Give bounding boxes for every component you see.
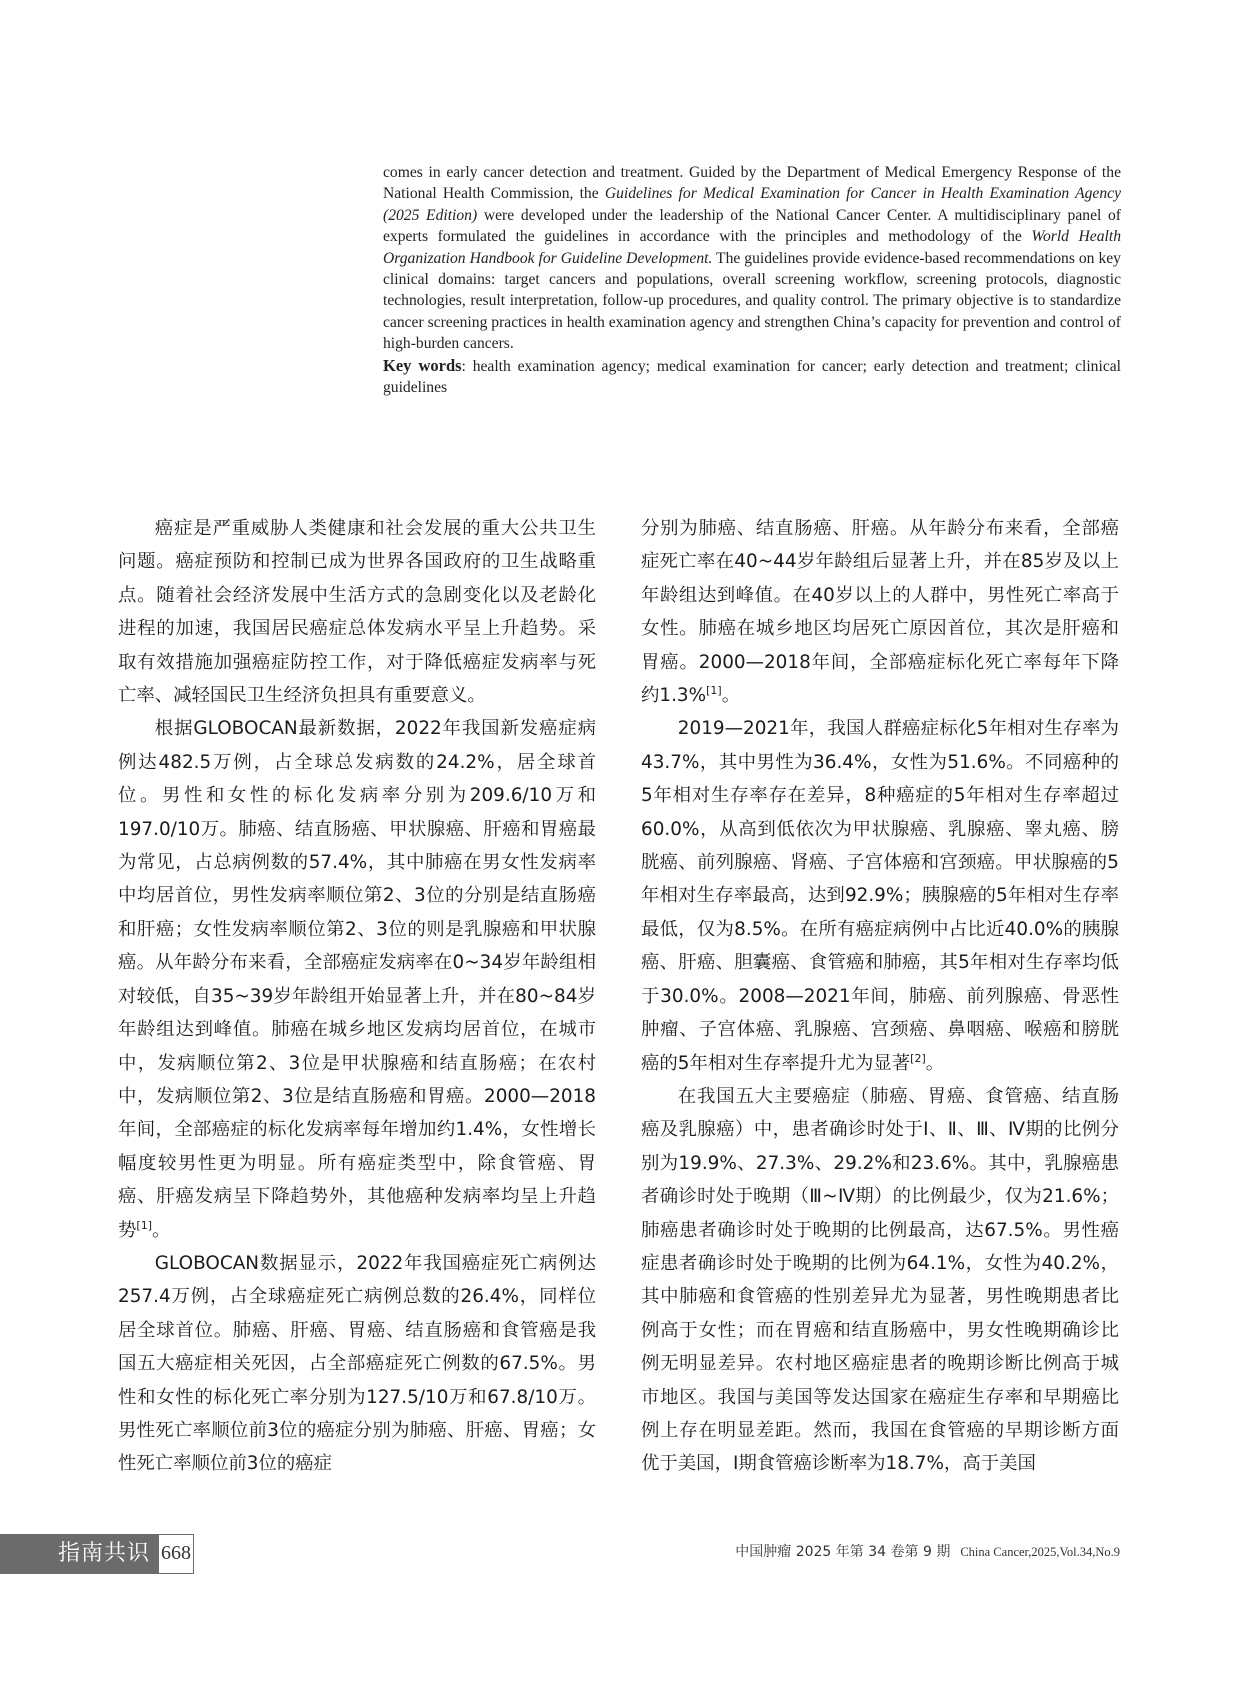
abstract-text-1: comes in early cancer detection and treatment. Guided by the Department of Medical Emergency Response of the National Health Commission, the bbox=[383, 164, 1121, 203]
keywords-text: : health examination agency; medical examination for cancer; early detection and treatment; clinical guidelines bbox=[383, 357, 1121, 397]
journal-info bbox=[735, 1541, 1120, 1561]
paragraph-intro: 癌症是严重威胁人类健康和社会发展的重大公共卫生问题。癌症预防和控制已成为世界各国政府的卫生战略重点。随着社会经济发展中生活方式的急剧变化以及老龄化进程的加速，我国居民癌症总体发病水平呈上升趋势。采取有效措施加强癌症防控工作，对于降低癌症发病率与死亡率、减轻国民卫生经济负担具有重要意义。 bbox=[118, 518, 596, 707]
paragraph-mortality-end: 。 bbox=[721, 685, 741, 707]
citation-ref: [1] bbox=[136, 1218, 152, 1232]
keywords bbox=[383, 355, 1121, 399]
body-column-right bbox=[641, 512, 1119, 1481]
paragraph-survival-end: 。 bbox=[925, 1052, 945, 1074]
body-column-left bbox=[118, 512, 596, 1481]
guideline-title: Guidelines for Medical Examination for Cancer in Health Examination Agency (2025 Edition) bbox=[383, 185, 1121, 224]
paragraph-incidence-text: 根据GLOBOCAN最新数据，2022年我国新发癌症病例达482.5万例，占全球总发病数的24.2%，居全球首位。男性和女性的标化发病率分别为209.6/10万和197.0/10万。肺癌、结直肠癌、甲状腺癌、肝癌和胃癌最为常见，占总病例数的57.4%，其中肺癌在男女性发病率中均居首位，男性发病率顺位第2、3位的分别是结直肠癌和肝癌；女性发病率顺位第2、3位的则是乳腺癌和甲状腺癌。从年龄分布来看，全部癌症发病率在0~34岁年龄组相对较低，自35~39岁年龄组开始显著上升，并在80~84岁年龄组达到峰值。肺癌在城乡地区发病均居首位，在城市中，发病顺位第2、3位是甲状腺癌和结直肠癌；在农村中，发病顺位第2、3位是结直肠癌和胃癌。2000—2018年间，全部癌症的标化发病率每年增加约1.4%，女性增长幅度较男性更为明显。所有癌症类型中，除食管癌、胃癌、肝癌发病呈下降趋势外，其他癌种发病率均呈上升趋势 bbox=[118, 718, 596, 1241]
paragraph-mortality-continued-text: 分别为肺癌、结直肠癌、肝癌。从年龄分布来看，全部癌症死亡率在40~44岁年龄组后显著上升，并在85岁及以上年龄组达到峰值。在40岁以上的人群中，男性死亡率高于女性。肺癌在城乡地区均居死亡原因首位，其次是肝癌和胃癌。2000—2018年间，全部癌症标化死亡率每年下降约1.3% bbox=[641, 518, 1119, 707]
section-tag: 指南共识 bbox=[0, 1534, 158, 1574]
citation-ref: [2] bbox=[910, 1051, 926, 1065]
abstract-english bbox=[383, 162, 1121, 398]
handbook-title: World Health Organization Handbook for Guideline Development. bbox=[383, 228, 1121, 267]
citation-ref: [1] bbox=[706, 683, 722, 697]
paragraph-mortality: GLOBOCAN数据显示，2022年我国癌症死亡病例达257.4万例，占全球癌症死亡病例总数的26.4%，同样位居全球首位。肺癌、肝癌、胃癌、结直肠癌和食管癌是我国五大癌症相关死因，占全部癌症死亡例数的67.5%。男性和女性的标化死亡率分别为127.5/10万和67.8/10万。男性死亡率顺位前3位的癌症分别为肺癌、肝癌、胃癌；女性死亡率顺位前3位的癌症 bbox=[118, 1252, 596, 1475]
paragraph-mortality-continued bbox=[641, 512, 1119, 712]
abstract-body bbox=[383, 162, 1121, 355]
paragraph-staging: 在我国五大主要癌症（肺癌、胃癌、食管癌、结直肠癌及乳腺癌）中，患者确诊时处于Ⅰ、Ⅱ、Ⅲ、Ⅳ期的比例分别为19.9%、27.3%、29.2%和23.6%。其中，乳腺癌患者确诊时处于晚期（Ⅲ~Ⅳ期）的比例最少，仅为21.6%；肺癌患者确诊时处于晚期的比例最高，达67.5%。男性癌症患者确诊时处于晚期的比例为64.1%，女性为40.2%，其中肺癌和食管癌的性别差异尤为显著，男性晚期患者比例高于女性；而在胃癌和结直肠癌中，男女性晚期确诊比例无明显差异。农村地区癌症患者的晚期诊断比例高于城市地区。我国与美国等发达国家在癌症生存率和早期癌比例上存在明显差距。然而，我国在食管癌的早期诊断方面优于美国，Ⅰ期食管癌诊断率为18.7%，高于美国 bbox=[641, 1085, 1119, 1475]
abstract-text-3: The guidelines provide evidence-based recommendations on key clinical domains: target cancers and populations, overall screening workflow, screening protocols, diagnostic technologies, result interpretation, follow-up procedures, and quality control. The primary objective is to standardize cancer screening practices in health examination agency and strengthen China’s capacity for prevention and control of high-burden cancers. bbox=[383, 249, 1121, 353]
paragraph-survival bbox=[641, 712, 1119, 1079]
journal-info-cn: 中国肿瘤 2025 年第 34 卷第 9 期 bbox=[735, 1544, 951, 1560]
paragraph-incidence bbox=[118, 712, 596, 1247]
abstract-text-2: were developed under the leadership of the National Cancer Center. A multidisciplinary panel of experts formulated the guidelines in accordance with the principles and methodology of the bbox=[383, 206, 1121, 246]
paragraph-survival-text: 2019—2021年，我国人群癌症标化5年相对生存率为43.7%，其中男性为36.4%，女性为51.6%。不同癌种的5年相对生存率存在差异，8种癌症的5年相对生存率超过60.0%，从高到低依次为甲状腺癌、乳腺癌、睾丸癌、膀胱癌、前列腺癌、肾癌、子宫体癌和宫颈癌。甲状腺癌的5年相对生存率最高，达到92.9%；胰腺癌的5年相对生存率最低，仅为8.5%。在所有癌症病例中占比近40.0%的胰腺癌、肝癌、胆囊癌、食管癌和肺癌，其5年相对生存率均低于30.0%。2008—2021年间，肺癌、前列腺癌、骨恶性肿瘤、子宫体癌、乳腺癌、宫颈癌、鼻咽癌、喉癌和膀胱癌的5年相对生存率提升尤为显著 bbox=[641, 718, 1119, 1074]
journal-info-en: China Cancer,2025,Vol.34,No.9 bbox=[960, 1545, 1120, 1559]
keywords-label: Key words bbox=[383, 355, 462, 375]
page-number: 668 bbox=[158, 1534, 194, 1574]
paragraph-incidence-end: 。 bbox=[152, 1219, 171, 1241]
